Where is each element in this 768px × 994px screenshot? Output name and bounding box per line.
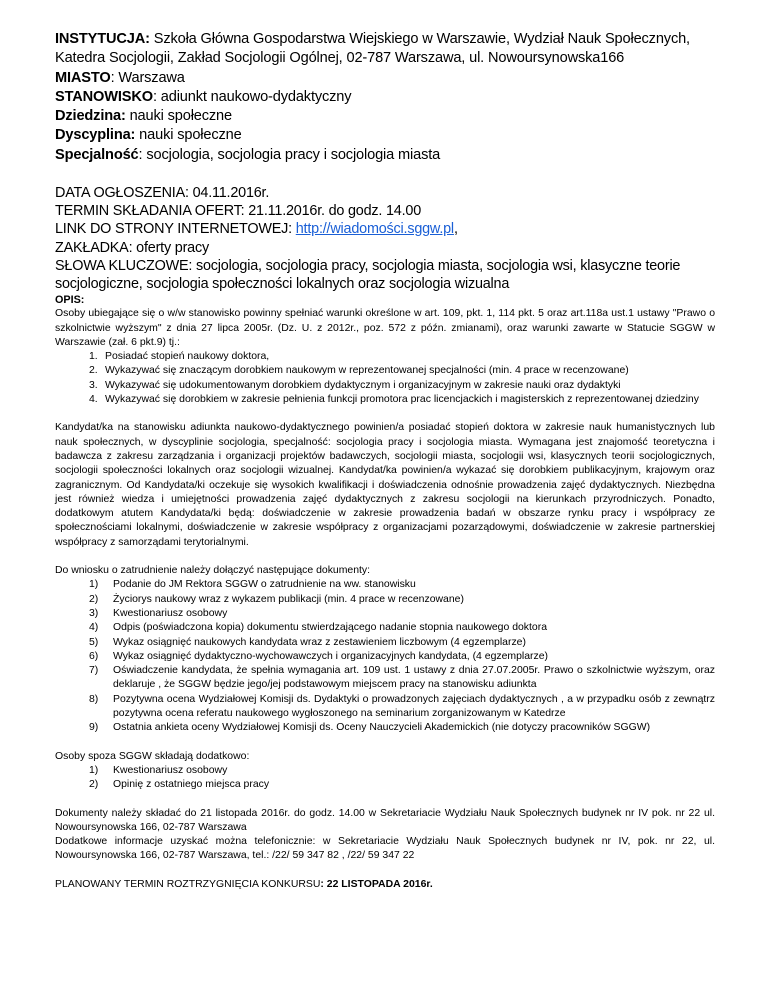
field-label: Dziedzina:	[55, 108, 126, 125]
list-text: Wykazywać się znaczącym dorobkiem naukowym w reprezentowanej specjalności (min. 4 prace w recenzowane)	[105, 365, 629, 377]
city-value: : Warszawa	[110, 69, 185, 86]
position-value: : adiunkt naukowo-dydaktyczny	[152, 88, 352, 105]
field-line	[55, 107, 715, 126]
list-text: Wykaz osiągnięć dydaktyczno-wychowawczych i organizacyjnych kandydata, (4 egzemplarze)	[113, 650, 548, 662]
eligibility-intro: Osoby ubiegające się o w/w stanowisko powinny spełniać warunki określone w art. 109, pkt. 1, 114 pkt. 5 oraz art.118a ust.1 ustawy "Prawo o szkolnictwie wyższym" z dnia 27 lipca 2005r. (Dz. U. z 2012r., poz. 572 z późn. zmianami), oraz warunki zawarte w Statucie SGGW w Warszawie (zał. 6 pkt.9) tj.:	[55, 308, 715, 348]
list-text: Kwestionariusz osobowy	[113, 607, 228, 619]
additional-info-paragraph: Dodatkowe informacje uzyskać można telefonicznie: w Sekretariacie Wydziału Nauk Społecznych budynek nr IV, pok. nr 22, ul. Nowoursynowska 166, 02-787 Warszawa, tel.: /22/ 59 347 82 , /22/ 59 347 22	[55, 836, 715, 862]
discipline-line	[55, 126, 715, 145]
website-link[interactable]: http://wiadomości.sggw.pl	[295, 221, 454, 238]
field-value: nauki społeczne	[125, 108, 232, 125]
list-item	[55, 364, 715, 378]
list-item	[55, 693, 715, 722]
documents-list	[55, 578, 715, 735]
city-line	[55, 69, 715, 88]
meta-block	[55, 184, 715, 293]
list-text: Życiorys naukowy wraz z wykazem publikacji (min. 4 prace w recenzowane)	[113, 593, 464, 605]
list-item	[55, 578, 715, 592]
list-number: 1)	[89, 579, 99, 591]
outside-intro: Osoby spoza SGGW składają dodatkowo:	[55, 750, 250, 762]
offer-deadline: TERMIN SKŁADANIA OFERT: 21.11.2016r. do godz. 14.00	[55, 203, 422, 220]
list-number: 4)	[89, 622, 99, 634]
list-number: 2)	[89, 593, 99, 605]
list-item	[55, 593, 715, 607]
list-item	[55, 650, 715, 664]
list-number: 1.	[89, 351, 98, 363]
keywords-line: SŁOWA KLUCZOWE: socjologia, socjologia pracy, socjologia miasta, socjologia wsi, klasyczne teorie socjologiczne, socjologia społeczności lokalnych oraz socjologia wizualna	[55, 257, 681, 293]
closing-label: PLANOWANY TERMIN ROZTRZYGNIĘCIA KONKURSU	[55, 878, 321, 890]
list-number: 2.	[89, 365, 98, 377]
list-number: 1)	[89, 764, 99, 776]
list-text: Ostatnia ankieta oceny Wydziałowej Komisji ds. Oceny Nauczycieli Akademickich (nie dotyczy pracowników SGGW)	[113, 722, 651, 734]
list-item	[55, 393, 715, 407]
description-label: OPIS:	[55, 294, 85, 307]
list-item	[55, 721, 715, 735]
list-text: Pozytywna ocena Wydziałowej Komisji ds. Dydaktyki o prowadzonych zajęciach dydaktycznych , a w przypadku osób z zewnątrz pozytywna ocena referatu naukowego wygłoszonego na seminarium zorganizowanym w Katedrze	[113, 693, 715, 720]
list-number: 8)	[89, 693, 99, 705]
position-line	[55, 88, 715, 107]
specialty-label: Specjalność	[55, 146, 139, 163]
position-label: STANOWISKO	[55, 88, 153, 105]
closing-value: : 22 LISTOPADA 2016r.	[320, 878, 433, 890]
list-item	[55, 607, 715, 621]
specialty-value: : socjologia, socjologia pracy i socjologia miasta	[138, 146, 441, 163]
list-item	[55, 664, 715, 693]
closing-line	[55, 878, 715, 892]
list-number: 3.	[89, 379, 98, 391]
website-label: LINK DO STRONY INTERNETOWEJ:	[55, 221, 296, 238]
list-text: Oświadczenie kandydata, że spełnia wymagania art. 109 ust. 1 ustawy z dnia 27.07.2005r. Prawo o szkolnictwie wyższym, oraz deklaruje , że SGGW będzie jego/jej podstawowym miejscem pracy na stanowisku adiunkta	[113, 665, 715, 691]
list-number: 6)	[89, 650, 99, 662]
header-block	[55, 30, 715, 165]
list-number: 3)	[89, 607, 99, 619]
list-number: 7)	[89, 665, 99, 677]
list-number: 2)	[89, 779, 99, 791]
submission-paragraph: Dokumenty należy składać do 21 listopada 2016r. do godz. 14.00 w Sekretariacie Wydziału Nauk Społecznych budynek nr IV pok. nr 22 ul. Nowoursynowska 166, 02-787 Warszawa	[55, 807, 715, 833]
list-number: 5)	[89, 636, 99, 648]
list-text: Wykazywać się dorobkiem w zakresie pełnienia funkcji promotora prac licencjackich i magisterskich z reprezentowanej dziedziny	[105, 394, 699, 406]
outside-documents-list	[55, 764, 715, 793]
announcement-date: DATA OGŁOSZENIA: 04.11.2016r.	[55, 185, 270, 202]
list-number: 9)	[89, 722, 99, 734]
list-item	[55, 778, 715, 792]
website-line	[55, 220, 715, 238]
city-label: MIASTO	[55, 69, 111, 86]
requirements-list	[55, 350, 715, 407]
specialty-line	[55, 146, 715, 165]
list-text: Podanie do JM Rektora SGGW o zatrudnienie na ww. stanowisku	[113, 579, 416, 591]
institution-line	[55, 30, 715, 69]
list-text: Opinię z ostatniego miejsca pracy	[113, 779, 270, 791]
list-text: Odpis (poświadczona kopia) dokumentu stwierdzającego nadanie stopnia naukowego doktora	[113, 622, 548, 634]
institution-label: INSTYTUCJA:	[55, 31, 150, 47]
list-item	[55, 764, 715, 778]
list-text: Kwestionariusz osobowy	[113, 764, 228, 776]
documents-intro: Do wniosku o zatrudnienie należy dołączyć następujące dokumenty:	[55, 565, 371, 577]
list-item	[55, 636, 715, 650]
discipline-value: nauki społeczne	[135, 127, 242, 144]
website-suffix: ,	[453, 221, 458, 238]
list-item	[55, 379, 715, 393]
list-text: Wykaz osiągnięć naukowych kandydata wraz z zestawieniem liczbowym (4 egzemplarze)	[113, 636, 526, 648]
tab-line: ZAKŁADKA: oferty pracy	[55, 239, 209, 256]
list-text: Posiadać stopień naukowy doktora,	[105, 351, 270, 363]
candidate-paragraph: Kandydat/ka na stanowisku adiunkta naukowo-dydaktycznego powinien/a posiadać stopień doktora w zakresie nauk humanistycznych lub nauk społecznych, w dyscyplinie socjologia, specjalność: socjologia pracy i socjologia miasta. Wymagana jest znajomość teoretyczna i badawcza z zakresu zarządzania i organizacji projektów badawczych, socjologii miasta, socjologii wsi, klasycznych teorii socjologicznych, socjologii społeczności lokalnych oraz socjologii wizualnej. Kandydat/ka powinien/a wykazać się dorobkiem publikacyjnym, krajowym oraz zagranicznym. Od Kandydata/ki oczekuje się wysokich kwalifikacji i doświadczenia odnośnie prowadzenia zajęć dydaktycznych. Niezbędna jest również wiedza i umiejętności prowadzenia zajęć dydaktycznych z zakresu socjologii na kierunkach przyrodniczych. Ponadto, dodatkowym atutem Kandydata/ki będą: doświadczenie w zakresie prowadzenia badań w obszarze rynku pracy i współpracy ze społecznościami lokalnymi, doświadczenie w zakresie współpracy z organizacjami pozarządowymi, doświadczenie w zakresie partnerskiej współpracy z samorządami terytorialnymi.	[55, 422, 715, 548]
list-item	[55, 350, 715, 364]
discipline-label: Dyscyplina:	[55, 127, 136, 144]
list-item	[55, 621, 715, 635]
document-page	[55, 30, 715, 892]
list-number: 4.	[89, 394, 98, 406]
institution-value: Szkoła Główna Gospodarstwa Wiejskiego w Warszawie, Wydział Nauk Społecznych, Katedra Socjologii, Zakład Socjologii Ogólnej, 02-787 Warszawa, ul. Nowoursynowska166	[55, 31, 690, 67]
list-text: Wykazywać się udokumentowanym dorobkiem dydaktycznym i organizacyjnym w zakresie nauki oraz dydaktyki	[105, 379, 621, 391]
description-block	[55, 293, 715, 891]
